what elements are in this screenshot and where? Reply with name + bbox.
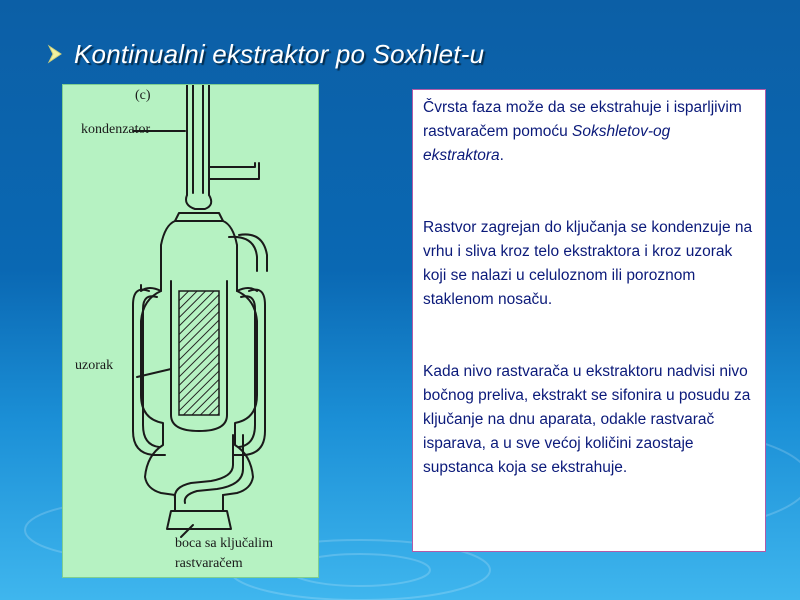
paragraph-1-end: .: [499, 147, 504, 164]
figure-label-uzorak: uzorak: [75, 358, 114, 373]
figure-label-boca-line1: boca sa ključalim: [175, 536, 273, 551]
paragraph-2: Rastvor zagrejan do ključanja se kondenzuje na vrhu i sliva kroz telo ekstraktora i kroz uzorak koji se nalazi u celuloznom ili poroznom staklenom nosaču.: [423, 219, 753, 308]
paragraph-1-italic: Sokshletov-og ekstraktora: [423, 123, 671, 164]
paragraph-1: [423, 96, 755, 168]
figure-label-c: (c): [135, 88, 151, 103]
paragraph-3: Kada nivo rastvarača u ekstraktoru nadvisi nivo bočnog preliva, ekstrakt se sifonira u posudu za ključanje na dnu aparata, odakle rastvarač isparava, a u sve većoj količini zaostaje supstanca koja se ekstrahuje.: [423, 363, 751, 476]
soxhlet-apparatus-drawing: [63, 85, 318, 577]
description-textbox: [412, 89, 766, 552]
slide-title: Kontinualni ekstraktor po Soxhlet-u: [74, 38, 485, 69]
title-row: [44, 36, 484, 72]
figure-label-kondenzator: kondenzator: [81, 122, 151, 137]
arrow-bullet-icon: [44, 43, 66, 65]
figure-label-boca-line2: rastvaračem: [175, 556, 243, 571]
soxhlet-diagram: [62, 84, 319, 578]
paragraph-1-text: Čvrsta faza može da se ekstrahuje i isparljivim rastvaračem pomoću: [423, 99, 742, 140]
